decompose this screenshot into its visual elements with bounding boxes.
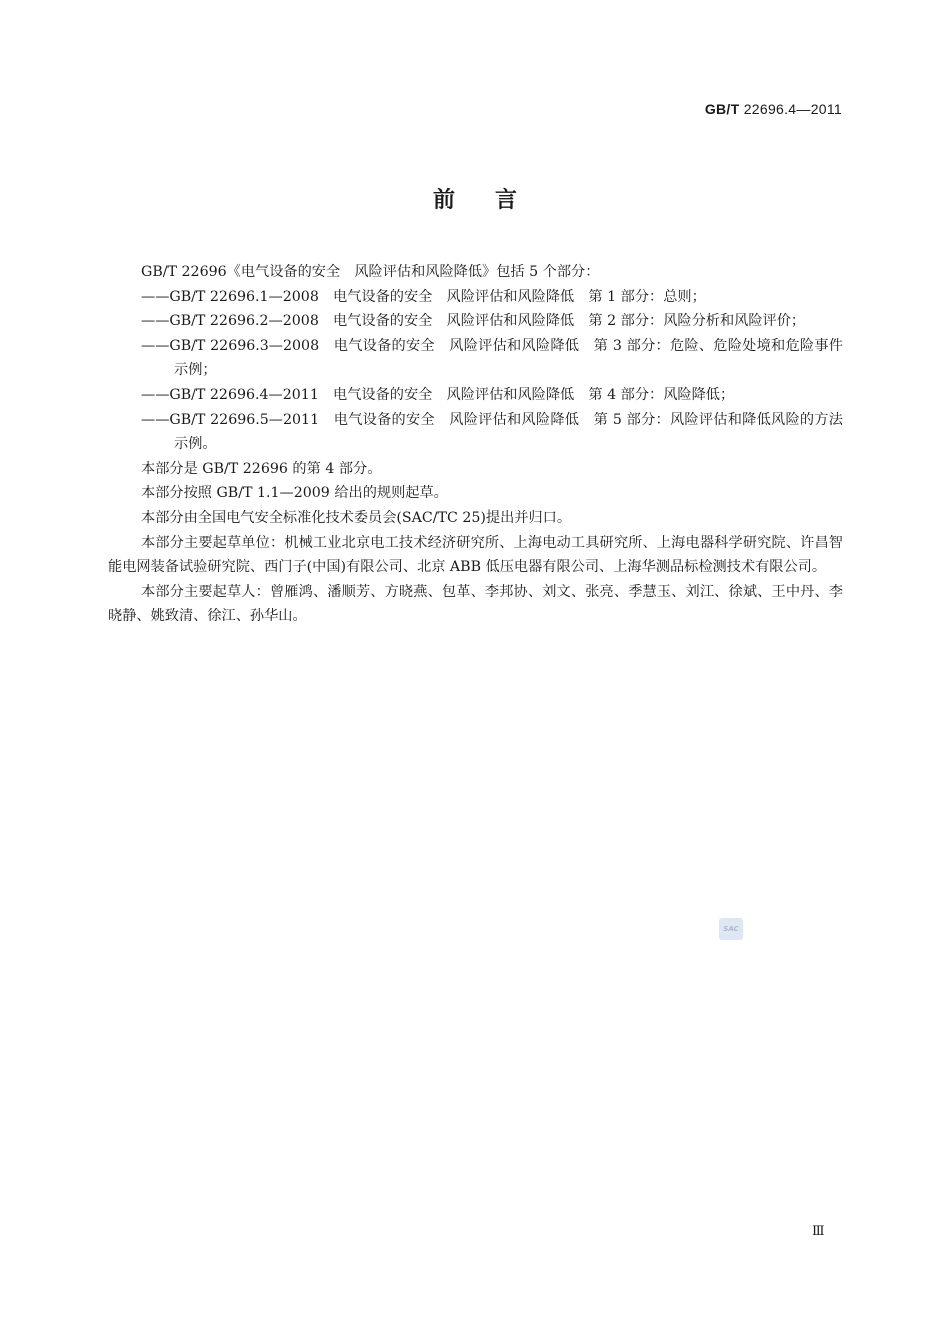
body-paragraph: 本部分按照 GB/T 1.1—2009 给出的规则起草。	[141, 485, 448, 502]
foreword-body	[108, 260, 843, 629]
standard-code	[705, 101, 842, 117]
list-item: ——GB/T 22696.4—2011 电气设备的安全 风险评估和风险降低 第 4 部分：风险降低；	[141, 386, 735, 403]
standard-prefix: GB/T	[704, 101, 740, 117]
list-item: ——GB/T 22696.3—2008 电气设备的安全 风险评估和风险降低 第 3 部分：危险、危险处境和危险事件示例；	[141, 337, 843, 379]
page-title: 前言	[432, 187, 557, 213]
standard-number: 22696.4—2011	[743, 101, 842, 117]
body-paragraph: 本部分主要起草单位：机械工业北京电工技术经济研究所、上海电动工具研究所、上海电器科学研究院、许昌智能电网装备试验研究院、西门子(中国)有限公司、北京 ABB 低压电器有限公司、上海华测品标检测技术有限公司。	[108, 534, 843, 576]
body-paragraph: 本部分是 GB/T 22696 的第 4 部分。	[141, 460, 382, 477]
list-item: ——GB/T 22696.5—2011 电气设备的安全 风险评估和风险降低 第 5 部分：风险评估和降低风险的方法示例。	[141, 411, 843, 453]
body-paragraph: 本部分由全国电气安全标准化技术委员会(SAC/TC 25)提出并归口。	[141, 509, 572, 526]
page-number: Ⅲ	[812, 1224, 825, 1239]
list-item: ——GB/T 22696.2—2008 电气设备的安全 风险评估和风险降低 第 2 部分：风险分析和风险评价；	[141, 313, 806, 330]
intro-paragraph: GB/T 22696《电气设备的安全 风险评估和风险降低》包括 5 个部分：	[141, 264, 600, 280]
sac-watermark-logo: SAC	[719, 918, 743, 940]
body-paragraph: 本部分主要起草人：曾雁鸿、潘顺芳、方晓燕、包革、李邦协、刘文、张亮、季慧玉、刘江、徐斌、王中丹、李晓静、姚致清、徐江、孙华山。	[108, 583, 843, 625]
list-item: ——GB/T 22696.1—2008 电气设备的安全 风险评估和风险降低 第 1 部分：总则；	[141, 288, 706, 305]
